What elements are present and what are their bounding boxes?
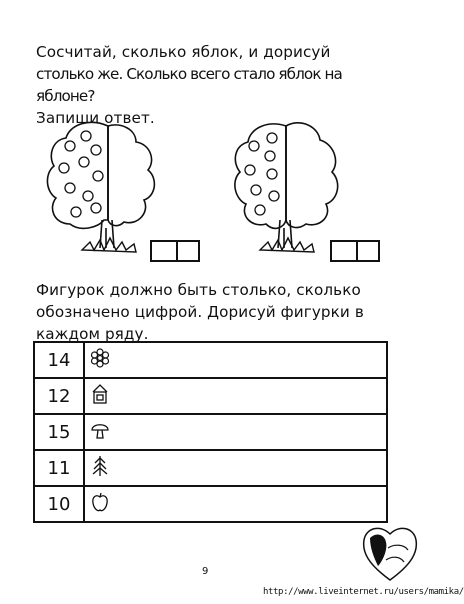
- task-2-line-1: Фигурок должно быть столько, сколько: [36, 281, 361, 299]
- table-row: [34, 414, 387, 450]
- drawing-area[interactable]: [115, 414, 387, 450]
- flower-icon: [90, 348, 110, 368]
- row-number: 15: [34, 414, 84, 450]
- house-icon: [90, 383, 110, 405]
- logo-heart-icon: [358, 508, 422, 588]
- row-number: 10: [34, 486, 84, 522]
- footer-url: http://www.liveinternet.ru/users/mamika/: [263, 587, 464, 597]
- table-row: [34, 342, 387, 378]
- task-2-line-2: обозначено цифрой. Дорисуй фигурки в: [36, 303, 364, 321]
- page-number: 9: [202, 566, 209, 577]
- drawing-area[interactable]: [115, 342, 387, 378]
- row-number: 11: [34, 450, 84, 486]
- drawing-area[interactable]: [115, 486, 387, 522]
- task-1-line-1: Сосчитай, сколько яблок, и дорисуй: [36, 43, 331, 61]
- fir-tree-icon: [90, 455, 110, 477]
- apple-tree-left: [40, 116, 160, 266]
- drawing-rows-table: [33, 341, 388, 523]
- drawing-area[interactable]: [115, 450, 387, 486]
- task-2-line-3: каждом ряду.: [36, 325, 149, 343]
- answer-box-left[interactable]: [150, 240, 200, 262]
- table-row: [34, 378, 387, 414]
- drawing-area[interactable]: [115, 378, 387, 414]
- task-2-instructions: [36, 279, 396, 345]
- row-number: 12: [34, 378, 84, 414]
- task-1-line-3: Запиши ответ.: [36, 109, 155, 127]
- task-1-line-2: столько же. Сколько всего стало яблок на яблоне?: [36, 65, 342, 105]
- row-number: 14: [34, 342, 84, 378]
- apple-icon: [90, 491, 110, 513]
- mushroom-icon: [90, 420, 110, 440]
- answer-box-right[interactable]: [330, 240, 380, 262]
- apple-tree-right: [226, 116, 346, 266]
- table-row: [34, 450, 387, 486]
- table-row: [34, 486, 387, 522]
